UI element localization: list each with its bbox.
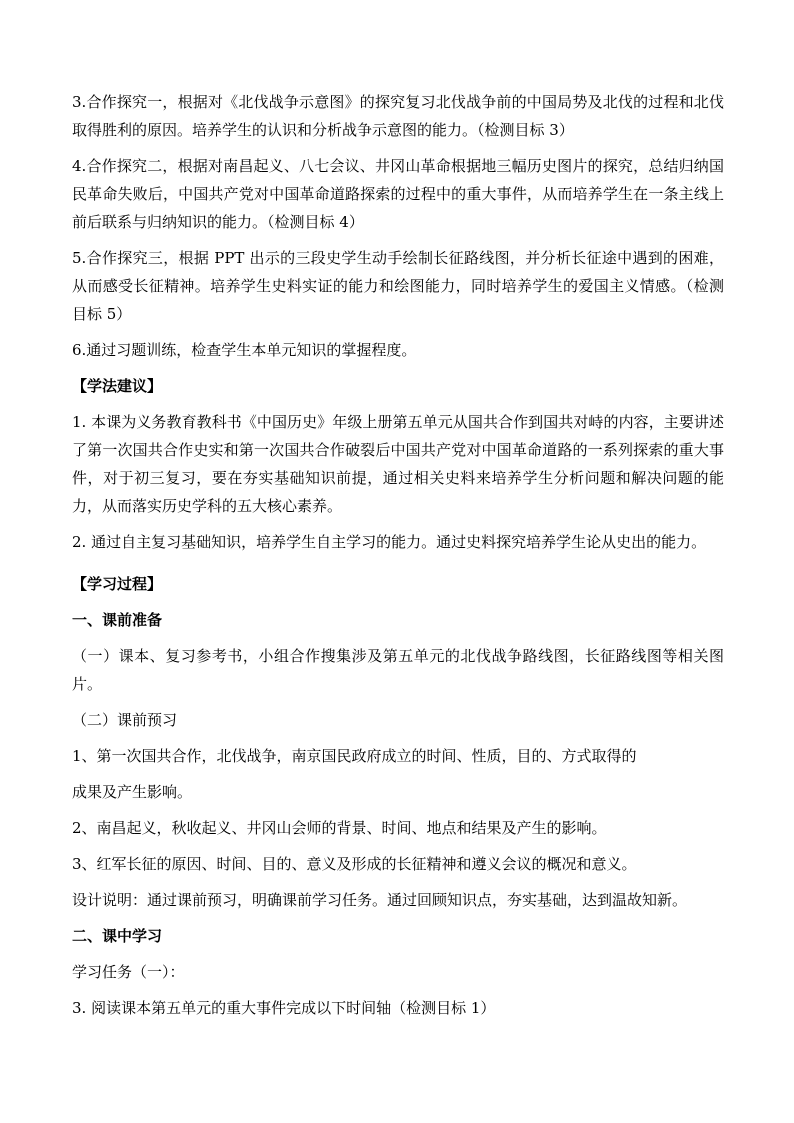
paragraph-inquiry-two: 4.合作探究二，根据对南昌起义、八七会议、井冈山革命根据地三幅历史图片的探究，总结归纳国民革命失败后，中国共产党对中国革命道路探索的过程中的重大事件，从而培养学生在一条主线上前后联系与归纳知识的能力。（检测目标 4） bbox=[72, 157, 724, 231]
heading-study-method: 【学法建议】 bbox=[72, 377, 163, 395]
paragraph-timeline-task: 3. 阅读课本第五单元的重大事件完成以下时间轴（检测目标 1） bbox=[72, 999, 496, 1017]
paragraph-preview-two: 2、南昌起义，秋收起义、井冈山会师的背景、时间、地点和结果及产生的影响。 bbox=[72, 819, 607, 837]
paragraph-materials: （一）课本、复习参考书，小组合作搜集涉及第五单元的北伐战争路线图，长征路线图等相关图片。 bbox=[72, 647, 724, 693]
paragraph-preview-three: 3、红军长征的原因、时间、目的、意义及形成的长征精神和遵义会议的概况和意义。 bbox=[72, 855, 637, 873]
paragraph-inquiry-three: 5.合作探究三，根据 PPT 出示的三段史学生动手绘制长征路线图，并分析长征途中遇到的困难，从而感受长征精神。培养学生史料实证的能力和绘图能力，同时培养学生的爱国主义情感。（检测目标 5） bbox=[72, 249, 724, 323]
heading-in-class: 二、课中学习 bbox=[72, 927, 163, 945]
heading-pre-class: 一、课前准备 bbox=[72, 611, 163, 629]
paragraph-method-one: 1. 本课为义务教育教科书《中国历史》年级上册第五单元从国共合作到国共对峙的内容，主要讲述了第一次国共合作史实和第一次国共合作破裂后中国共产党对中国革命道路的一系列探索的重大事件，对于初三复习，要在夯实基础知识前提，通过相关史料来培养学生分析问题和解决问题的能力，从而落实历史学科的五大核心素养。 bbox=[72, 413, 724, 515]
document-page bbox=[72, 88, 724, 1030]
paragraph-preview-title: （二）课前预习 bbox=[72, 711, 178, 729]
heading-study-process: 【学习过程】 bbox=[72, 575, 163, 593]
paragraph-preview-one-cont: 成果及产生影响。 bbox=[72, 783, 193, 801]
paragraph-preview-one: 1、第一次国共合作，北伐战争，南京国民政府成立的时间、性质，目的、方式取得的 bbox=[72, 747, 637, 765]
paragraph-exercise: 6.通过习题训练，检查学生本单元知识的掌握程度。 bbox=[72, 341, 417, 359]
paragraph-method-two: 2. 通过自主复习基础知识，培养学生自主学习的能力。通过史料探究培养学生论从史出的能力。 bbox=[72, 533, 707, 551]
paragraph-design-note: 设计说明：通过课前预习，明确课前学习任务。通过回顾知识点，夯实基础，达到温故知新。 bbox=[72, 891, 688, 909]
paragraph-inquiry-one: 3.合作探究一，根据对《北伐战争示意图》的探究复习北伐战争前的中国局势及北伐的过程和北伐取得胜利的原因。培养学生的认识和分析战争示意图的能力。（检测目标 3） bbox=[72, 93, 724, 139]
paragraph-task-one: 学习任务（一）： bbox=[72, 963, 185, 981]
